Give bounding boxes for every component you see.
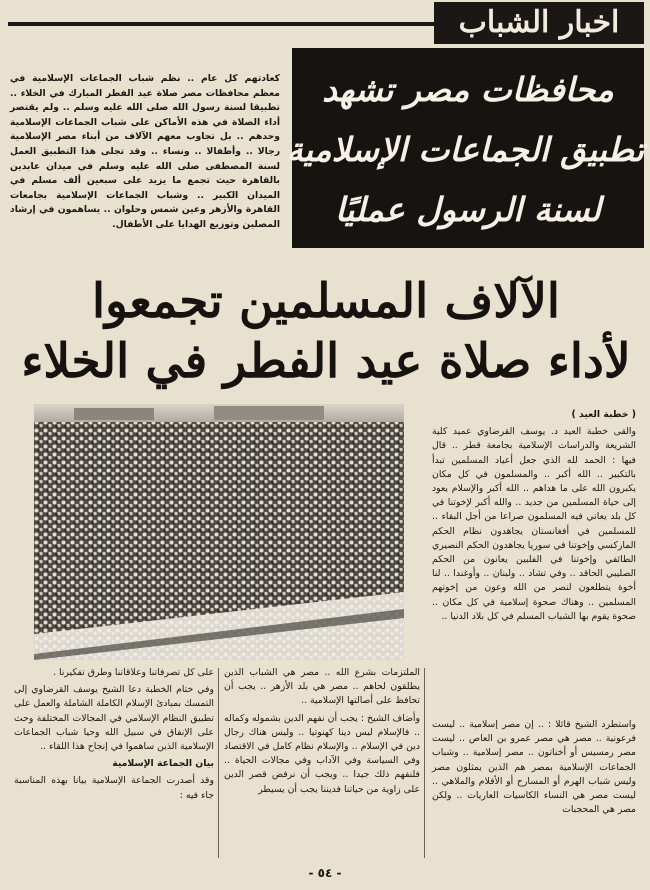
column-divider — [424, 668, 425, 858]
column-right — [432, 408, 636, 627]
column-divider — [218, 668, 219, 858]
paragraph: وأضاف الشيخ : يجب أن نفهم الدين بشموله وكماله .. فالإسلام ليس دينا كهنوتيا .. وليس هناك رجال دين في الإسلام .. والإسلام نظام كامل في الاقتصاد وفي السياسة وفي الآداب وفي مجالات الحياة .. فلنفهم ذلك جيدا .. ويجب أن نرفض قصر الدين على زاوية من حياتنا فديننا يجب أن يسيطر — [224, 712, 420, 795]
headline-line-3: لسنة الرسول عمليًا — [335, 190, 601, 229]
subhead-eid-sermon: ( خطبة العيد ) — [571, 409, 636, 420]
top-rule — [8, 22, 436, 26]
column-left — [14, 666, 214, 806]
headline-box — [286, 48, 644, 248]
main-title — [20, 272, 632, 392]
intro-paragraph: كعادتهم كل عام .. نظم شباب الجماعات الإسلامية في معظم محافظات مصر صلاة عيد الفطر المبارك في الخلاء .. تطبيقا لسنة رسول الله صلى الله عليه وسلم .. ولم يقتصر أداء الصلاة في هذه الأماكن على شباب الجماعات الإسلامية وحدهم .. بل تجاوب معهم الآلاف من أبناء مصر الإسلامية رجالا .. وأطفالا .. ونساء .. وقد تجلى هذا التطبيق العمل لسنة المصطفى صلى الله عليه وسلم في ميدان عابدين بالقاهرة حيث تجمع ما يزيد على سبعين ألف مسلم في الميدان الكبير .. وشباب الجماعات الإسلامية بجامعات القاهرة والأزهر وعين شمس وحلوان .. يساهمون في إرشاد المصلين وتوزيع الهدايا على الأطفال. — [10, 73, 280, 230]
paragraph: على كل تصرفاتنا وعلاقاتنا وطرق تفكيرنا . — [53, 667, 214, 678]
headline-line-1: محافظات مصر تشهد — [322, 70, 614, 109]
crowd-photo — [34, 404, 404, 660]
paragraph: واستطرد الشيخ قائلا : .. إن مصر إسلامية .. ليست فرعونية .. مصر هي مصر عمرو بن العاص .. ليست مصر رمسيس أو أخناتون .. مصر إسلامية .. وشباب الجماعات الإسلامية بمصر هم الذين يمثلون مصر وليس شباب الهرم أو المسارح أو الأفلام والملاهي .. ليست مصر هي النساء الكاسيات العاريات .. ولكن مصر هي المحجبات — [432, 719, 636, 816]
paragraph: وقد أصدرت الجماعة الإسلامية بيانا بهذه المناسبة جاء فيه : — [14, 775, 214, 801]
paragraph: الملتزمات بشرع الله .. مصر هي الشباب الذين يطلقون لحاهم .. مصر هي بلد الأزهر .. يجب أن تحافظ على أصالتها الإسلامية .. — [224, 667, 420, 707]
headline-line-2: تطبيق الجماعات الإسلامية — [286, 130, 644, 169]
column-right-lower — [432, 718, 636, 820]
paragraph: وفي ختام الخطبة دعا الشيخ يوسف القرضاوي إلى التمسك بمبادئ الإسلام الكاملة الشاملة والعمل على تطبيق النظام الإسلامي في المجالات المختلفة وحث على الإنفاق في سبيل الله وحيا شباب الجماعات الإسلامية الذين ساهموا في إنجاح هذا اللقاء .. — [14, 684, 214, 753]
section-title: اخبار الشباب — [434, 2, 644, 44]
main-title-line-2: لأداء صلاة عيد الفطر في الخلاء — [21, 334, 631, 389]
main-title-line-1: الآلاف المسلمين تجمعوا — [92, 274, 560, 329]
crowd-photo-icon — [34, 404, 404, 660]
paragraph: والقى خطبة العيد د. يوسف القرضاوي عميد كلية الشريعة والدراسات الإسلامية بجامعة قطر .. قال فيها : الحمد لله الذي جعل أعياد المسلمين تبدأ بالتكبير .. الله أكبر .. والمسلمون في كل مكان يكبرون الله على ما هداهم .. الله أكبر والإسلام يعود إلى حياة المسلمين من جديد .. والله أكبر لإخوتنا في كل بلد يعاني فيه المسلمون صراعا من أجل البقاء .. للمسلمين في أفغانستان يجاهدون نظام الحكم الماركسي وإخوتنا في سوريا يجاهدون الحكم النصيري الطائفي وإخوتنا في الفلبين يعانون من الحكم الصليبي الحاقد .. وفي تشاد .. ولبنان .. وأوغندا .. لنا أخوة يتطلعون لنصر من الله وعون من إخوتهم المسلمين .. وهناك صحوة إسلامية في كل مكان .. صحوة يقوم بها الشباب المسلم في كل بلاد الدنيا .. — [432, 426, 636, 622]
subhead-statement: بيان الجماعة الإسلامية — [112, 758, 214, 770]
column-middle — [224, 666, 420, 800]
page-number: - ٥٤ - — [308, 866, 342, 880]
